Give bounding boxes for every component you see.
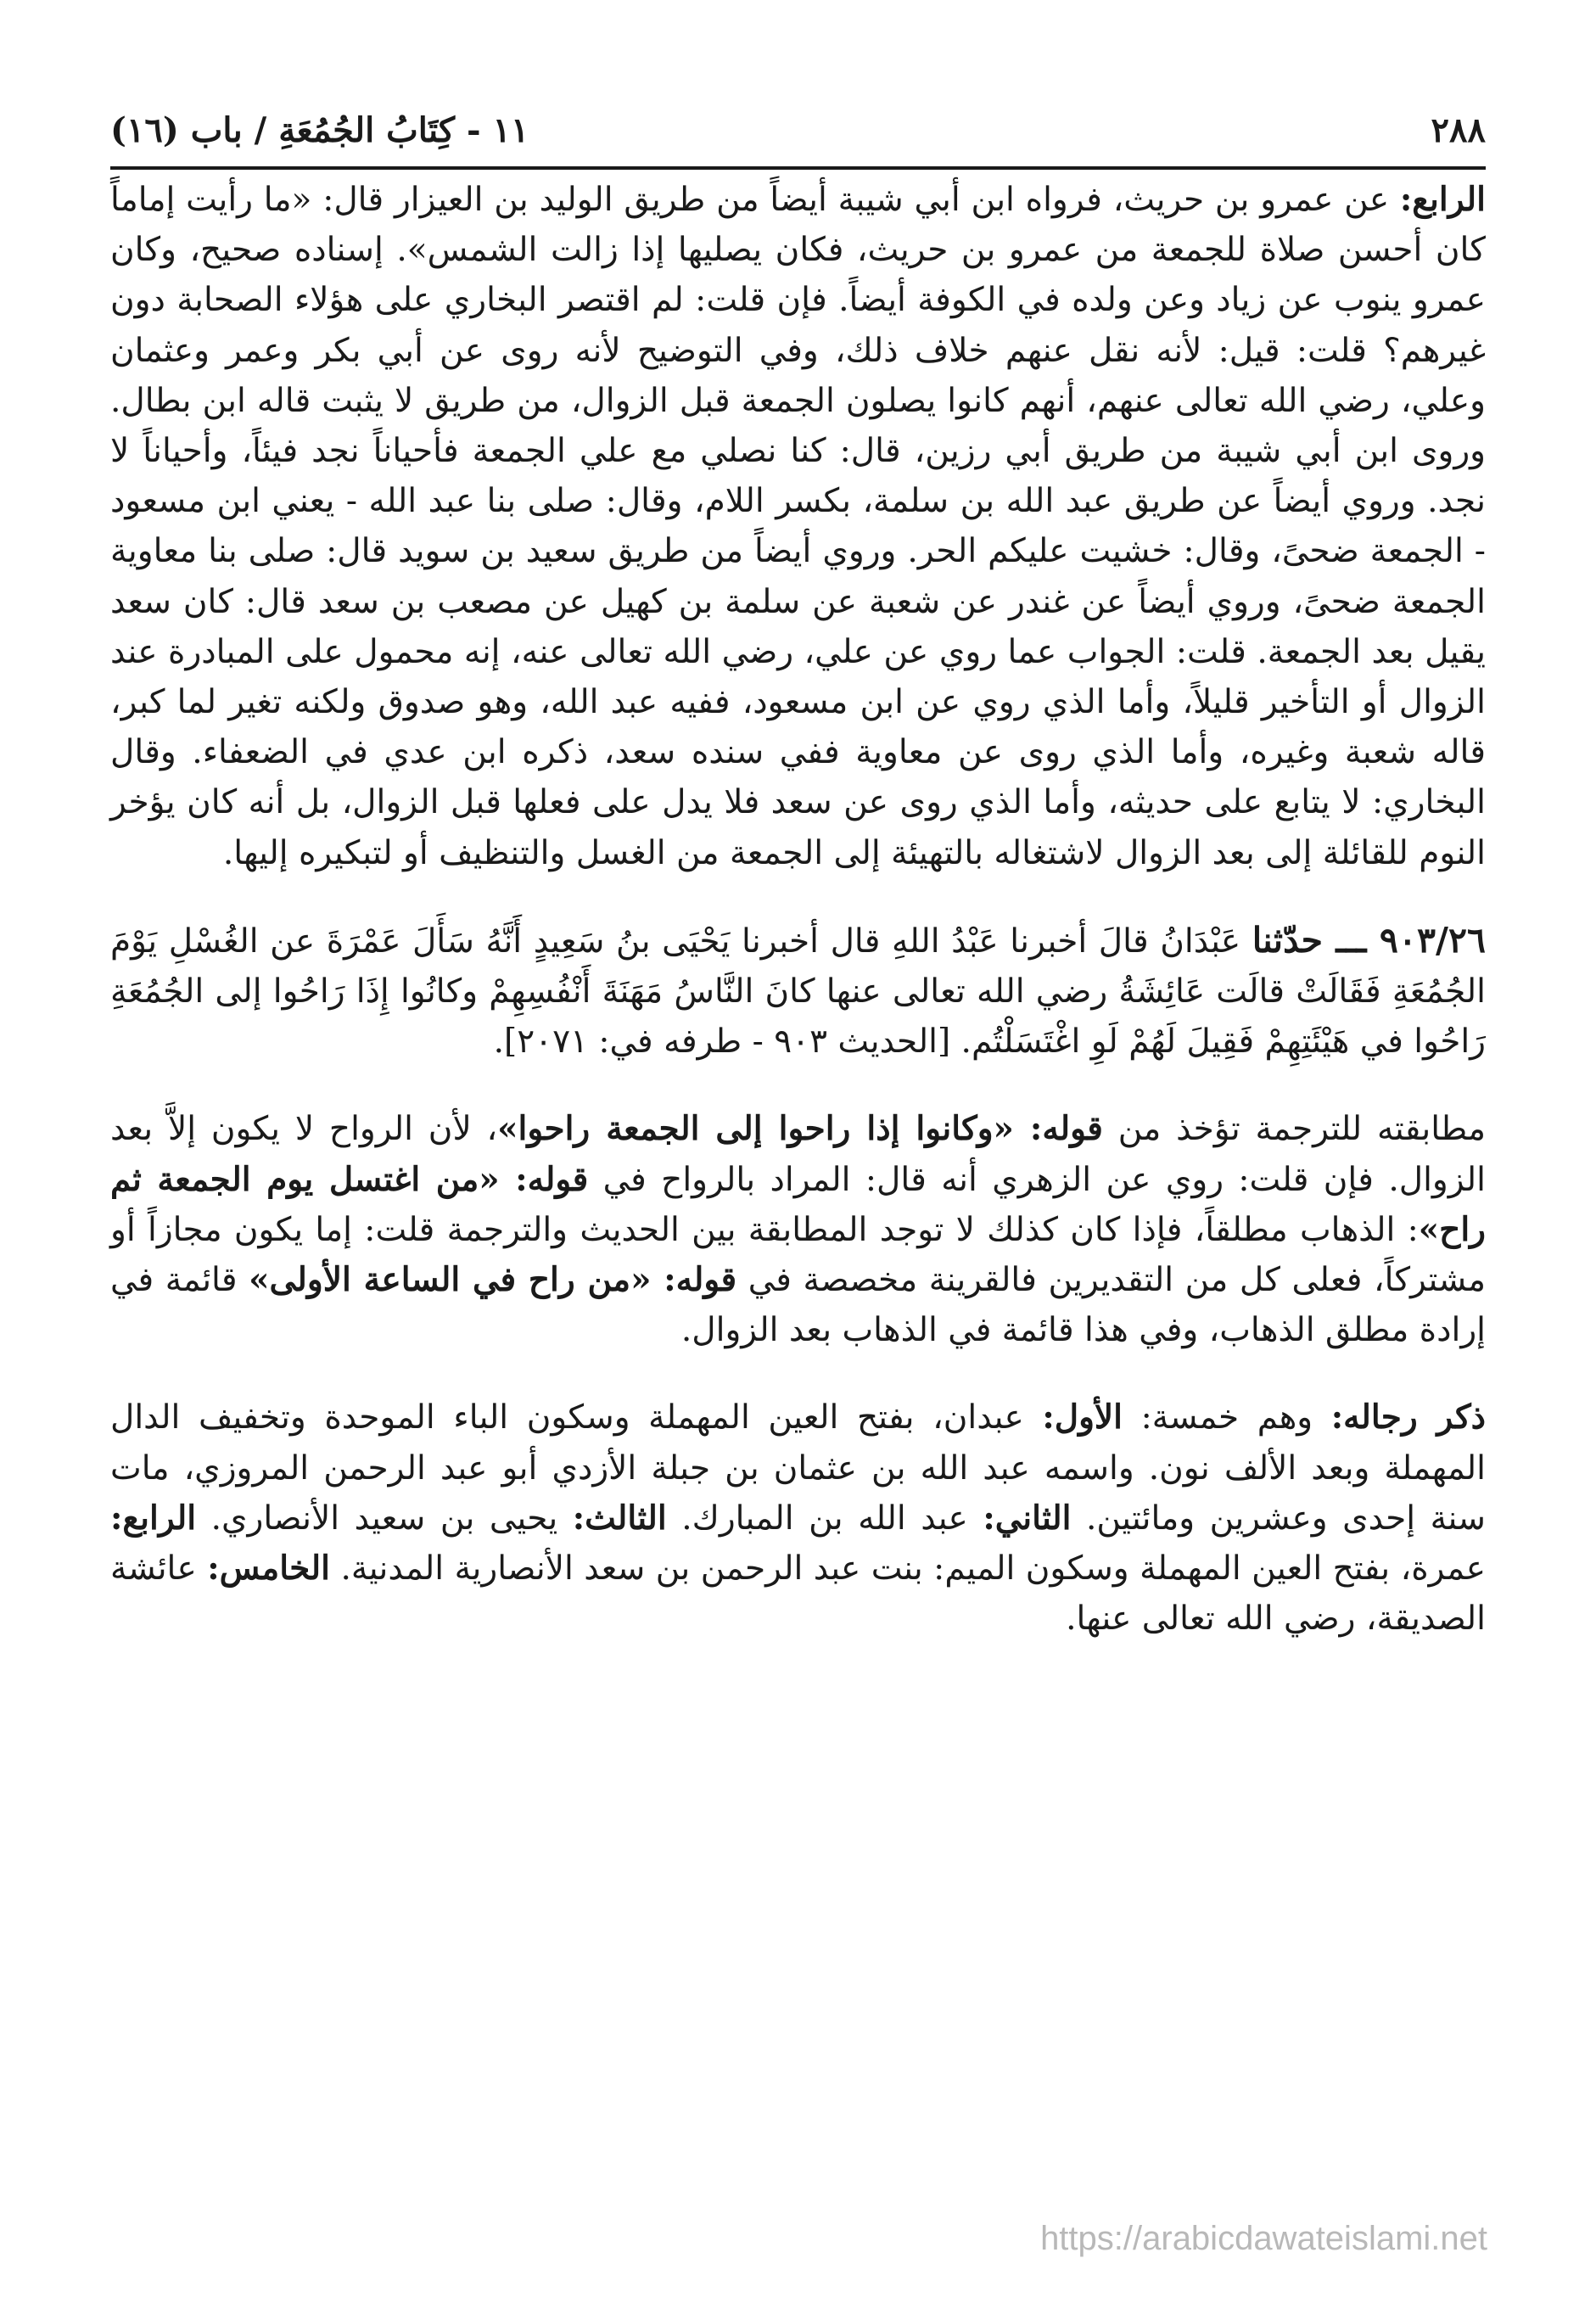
paragraph-lead: الرابع: [1399, 180, 1486, 219]
text-span: يحيى بن سعيد الأنصاري. [196, 1499, 573, 1538]
text-span: : الذهاب مطلقاً، فإذا كان كذلك لا توجد المطابقة بين الحديث والترجمة قلت: إما يكون مجازاً أو مشتركاً، فعلى كل من التقديرين فالقرينة مخصصة في [110, 1210, 1487, 1300]
bold-heading: الأول: [1042, 1398, 1123, 1437]
hadith-number: ٩٠٣/٢٦ [1379, 919, 1486, 961]
text-span: ، لأن الرواح لا يكون إلاَّ بعد الزوال. فإن قلت: روي عن الزهري أنه قال: المراد بالرواح في [110, 1110, 1486, 1199]
paragraph-gap [110, 878, 1486, 916]
text-span: عبدان، بفتح العين المهملة وسكون الباء الموحدة وتخفيف الدال المهملة وبعد الألف نون. واسمه عبد الله بن عثمان بن جبلة الأزدي أبو عبد الرحمن المروزي، مات سنة إحدى وعشرين ومائتين. [110, 1398, 1486, 1538]
text-span: وهم خمسة: [1123, 1398, 1331, 1437]
paragraph-gap [110, 1355, 1486, 1392]
hadith-dash: ـــ [1322, 919, 1380, 961]
bold-heading: الخامس: [207, 1549, 330, 1589]
text-span: عمرة، بفتح العين المهملة وسكون الميم: بنت عبد الرحمن بن سعد الأنصارية المدنية. [329, 1549, 1486, 1589]
paragraph-narrators [110, 1392, 1486, 1644]
paragraph-text: عن عمرو بن حريث، فرواه ابن أبي شيبة أيضاً من طريق الوليد بن العيزار قال: «ما رأيت إماماً كان أحسن صلاة للجمعة من عمرو بن حريث، فكان يصليها إذا زالت الشمس». إسناده صحيح، وكان عمرو ينوب عن زياد وعن ولده في الكوفة أيضاً. فإن قلت: لم اقتصر البخاري على هؤلاء الصحابة دون غيرهم؟ قلت: قيل: لأنه نقل عنهم خلاف ذلك، وفي التوضيح لأنه روى عن أبي بكر وعمر وعثمان وعلي، رضي الله تعالى عنهم، أنهم كانوا يصلون الجمعة قبل الزوال، من طريق لا يثبت قاله ابن بطال. وروى ابن أبي شيبة من طريق أبي رزين، قال: كنا نصلي مع علي الجمعة فأحياناً نجد فيئاً، وأحياناً لا نجد. وروي أيضاً عن طريق عبد الله بن سلمة، بكسر اللام، وقال: صلى بنا عبد الله - يعني ابن مسعود - الجمعة ضحىً، وقال: خشيت عليكم الحر. وروي أيضاً من طريق سعيد بن سويد قال: صلى بنا معاوية الجمعة ضحىً، وروي أيضاً عن غندر عن شعبة عن سلمة بن كهيل عن مصعب بن سعد قال: كان سعد يقيل بعد الجمعة. قلت: الجواب عما روي عن علي، رضي الله تعالى عنه، إنه محمول على المبادرة عند الزوال أو التأخير قليلاً، وأما الذي روي عن ابن مسعود، ففيه عبد الله، وهو صدوق ولكنه تغير لما كبر، قاله شعبة وغيره، وأما الذي روى عن معاوية ففي سنده سعد، ذكره ابن عدي في الضعفاء. وقال البخاري: لا يتابع على حديثه، وأما الذي روى عن سعد فلا يدل على فعلها قبل الزوال، بل أنه كان يؤخر النوم للقائلة إلى بعد الزوال لاشتغاله بالتهيئة إلى الجمعة من الغسل والتنظيف أو لتبكيره إليها. [110, 181, 1486, 872]
bold-heading: ذكر رجاله: [1330, 1398, 1487, 1437]
bold-heading: الثالث: [572, 1498, 667, 1538]
text-span: قائمة في إرادة مطلق الذهاب، وفي هذا قائمة في الذهاب بعد الزوال. [110, 1261, 1486, 1350]
running-title: ١١ - كِتَابُ الجُمُعَةِ / باب (١٦) [110, 109, 529, 150]
paragraph-correspondence [110, 1104, 1486, 1355]
bold-heading: الثاني: [983, 1498, 1072, 1538]
bold-quote: قوله: «من راح في الساعة الأولى» [249, 1260, 737, 1300]
watermark-url: https://arabicdawateislami.net [1040, 2220, 1487, 2257]
page-number: ٢٨٨ [1431, 109, 1486, 150]
hadith-lead: حدّثنا [1252, 919, 1323, 961]
page-header [110, 100, 1486, 160]
header-divider [110, 166, 1486, 170]
bold-quote: قوله: «من اغتسل يوم الجمعة ثم راح» [110, 1159, 1486, 1249]
text-span: عبد الله بن المبارك. [666, 1499, 983, 1538]
paragraph-fourth-companion [110, 175, 1486, 878]
paragraph-gap [110, 1067, 1486, 1104]
bold-quote: قوله: «وكانوا إذا راحوا إلى الجمعة راحوا» [497, 1109, 1103, 1149]
text-span: مطابقته للترجمة تؤخذ من [1102, 1110, 1487, 1149]
hadith-block [110, 916, 1486, 1067]
text-span: عائشة الصديقة، رضي الله تعالى عنها. [110, 1549, 1486, 1639]
hadith-text: عَبْدَانُ قالَ أخبرنا عَبْدُ اللهِ قال أخبرنا يَحْيَى بنُ سَعِيدٍ أَنَّهُ سَأَلَ عَمْرَةَ عن الغُسْلِ يَوْمَ الجُمُعَةِ فَقَالَتْ قالَت عَائِشَةُ رضي الله تعالى عنها كانَ النَّاسُ مَهَنَةَ أَنْفُسِهِمْ وكانُوا إِذَا رَاحُوا إلى الجُمُعَةِ رَاحُوا في هَيْئَتِهِمْ فَقِيلَ لَهُمْ لَوِ اغْتَسَلْتُم. [الحديث ٩٠٣ - طرفه في: ٢٠٧١]. [110, 922, 1486, 1062]
bold-heading: الرابع: [110, 1498, 197, 1538]
page-body [110, 175, 1486, 1644]
